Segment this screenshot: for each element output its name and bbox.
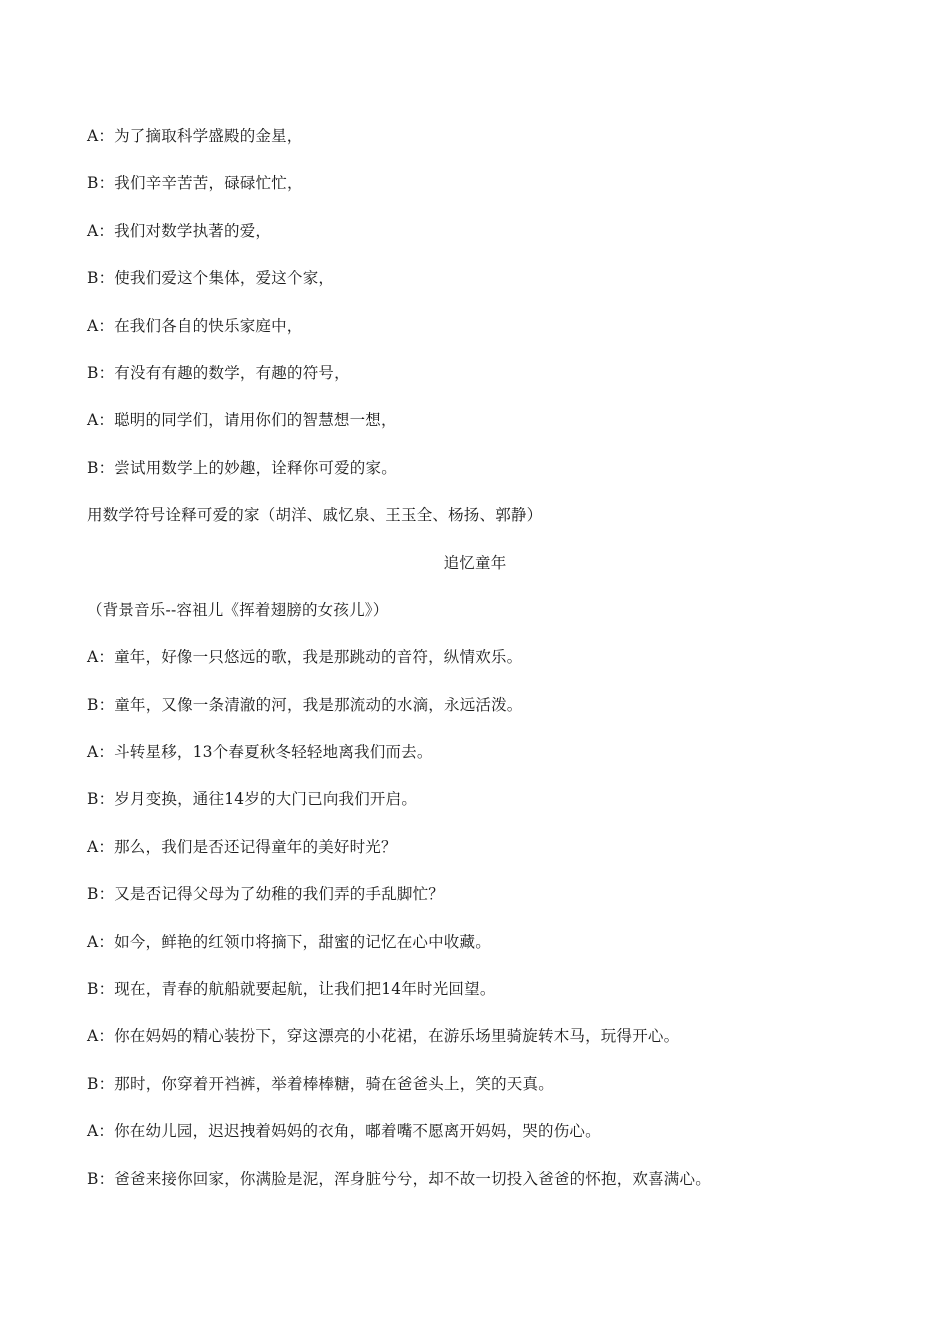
program-item-title: 用数学符号诠释可爱的家（胡洋、戚忆泉、王玉全、杨扬、郭静） (87, 506, 543, 525)
dialogue-line: A：聪明的同学们，请用你们的智慧想一想， (87, 411, 397, 430)
dialogue-line: B：岁月变换，通往14岁的大门已向我们开启。 (87, 790, 418, 809)
dialogue-line: A：我们对数学执著的爱， (87, 221, 272, 240)
dialogue-line: B：使我们爱这个集体，爱这个家， (87, 269, 335, 288)
dialogue-line: B：有没有有趣的数学，有趣的符号， (87, 363, 350, 382)
dialogue-line: B：那时，你穿着开裆裤，举着棒棒糖，骑在爸爸头上，笑的天真。 (87, 1074, 554, 1093)
dialogue-line: A：你在幼儿园，迟迟拽着妈妈的衣角，嘟着嘴不愿离开妈妈，哭的伤心。 (87, 1122, 601, 1141)
dialogue-line: B：童年，又像一条清澈的河，我是那流动的水滴，永远活泼。 (87, 695, 523, 714)
dialogue-line: A：为了摘取科学盛殿的金星， (87, 127, 303, 145)
dialogue-line: B：尝试用数学上的妙趣，诠释你可爱的家。 (87, 458, 397, 477)
dialogue-line: A：在我们各自的快乐家庭中， (87, 316, 303, 335)
dialogue-line: B：现在，青春的航船就要起航，让我们把14年时光回望。 (87, 980, 496, 999)
dialogue-line: A：童年，好像一只悠远的歌，我是那跳动的音符，纵情欢乐。 (87, 648, 523, 667)
document-body (87, 126, 887, 1216)
dialogue-line: B：又是否记得父母为了幼稚的我们弄的手乱脚忙？ (87, 885, 444, 904)
background-music-note: （背景音乐--容祖儿《挥着翅膀的女孩儿》） (87, 600, 389, 619)
dialogue-line: A：斗转星移，13个春夏秋冬轻轻地离我们而去。 (87, 743, 433, 762)
dialogue-line: A：你在妈妈的精心装扮下，穿这漂亮的小花裙，在游乐场里骑旋转木马，玩得开心。 (87, 1027, 680, 1046)
dialogue-line: A：那么，我们是否还记得童年的美好时光？ (87, 837, 397, 856)
dialogue-line: B：我们辛辛苦苦，碌碌忙忙， (87, 174, 303, 193)
section-heading: 追忆童年 (443, 553, 507, 572)
dialogue-line: B：爸爸来接你回家，你满脸是泥，浑身脏兮兮，却不故一切投入爸爸的怀抱，欢喜满心。 (87, 1169, 711, 1188)
dialogue-line: A：如今，鲜艳的红领巾将摘下，甜蜜的记忆在心中收藏。 (87, 932, 491, 951)
